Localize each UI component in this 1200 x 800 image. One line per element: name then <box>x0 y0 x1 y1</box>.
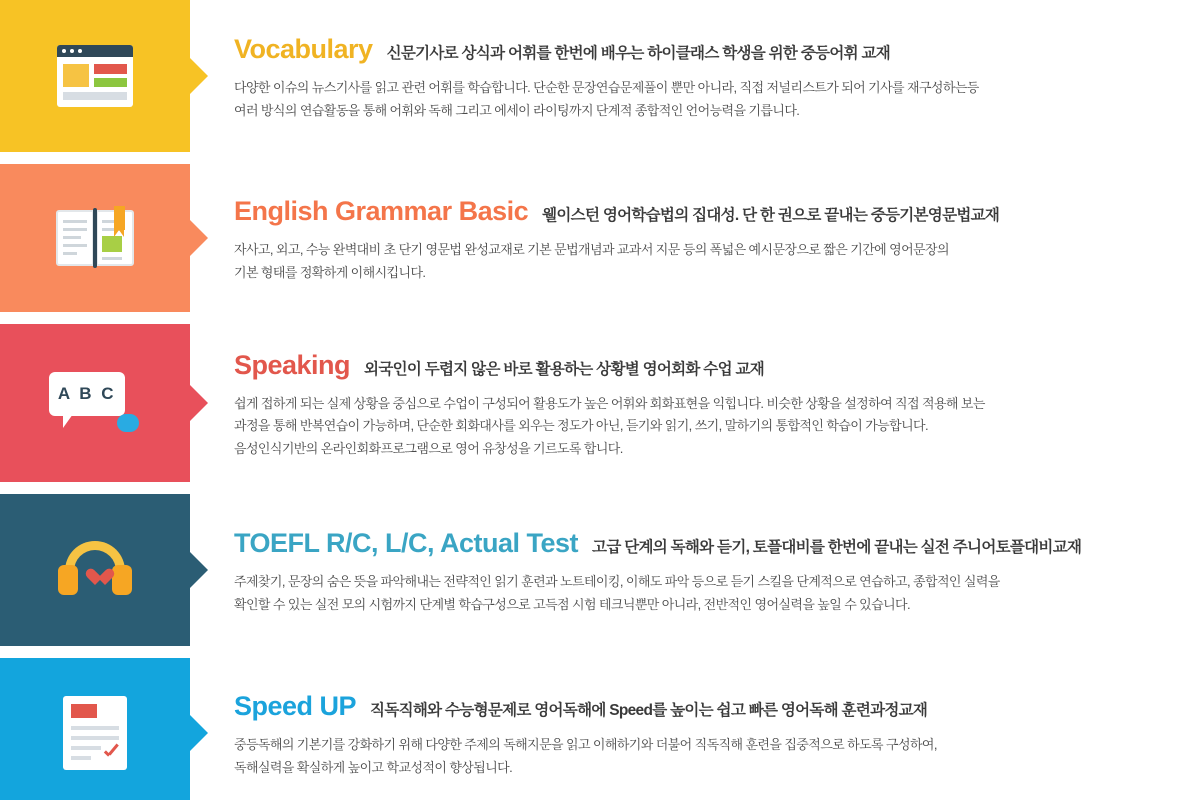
row-divider <box>0 646 1200 658</box>
course-subtitle: 신문기사로 상식과 어휘를 한번에 배우는 하이클래스 학생을 위한 중등어휘 교재 <box>386 45 891 63</box>
course-subtitle: 직독직해와 수능형문제로 영어독해에 Speed를 높이는 쉽고 빠른 영어독해 훈련과정교재 <box>370 702 928 720</box>
course-description <box>234 734 1176 779</box>
course-row[interactable] <box>0 164 1200 312</box>
course-icon-panel <box>0 494 190 646</box>
pointer-triangle <box>190 385 208 421</box>
course-content <box>190 164 1200 312</box>
course-description <box>234 77 1176 122</box>
course-subtitle: 웰이스턴 영어학습법의 집대성. 단 한 권으로 끝내는 중등기본영문법교재 <box>542 207 1000 225</box>
description-line: 과정을 통해 반복연습이 가능하며, 단순한 회화대사를 외우는 정도가 아닌, 듣기와 읽기, 쓰기, 말하기의 통합적인 학습이 가능합니다. <box>234 418 929 434</box>
abc-speech-bubble-icon <box>49 372 141 434</box>
course-heading <box>234 528 1176 559</box>
course-subtitle: 고급 단계의 독해와 듣기, 토플대비를 한번에 끝내는 실전 주니어토플대비교재 <box>592 539 1082 557</box>
course-row[interactable] <box>0 324 1200 482</box>
course-heading <box>234 691 1176 722</box>
course-title: Speed UP <box>234 691 357 722</box>
course-title: Vocabulary <box>234 34 373 65</box>
course-description <box>234 571 1176 616</box>
pointer-triangle <box>190 715 208 751</box>
course-content <box>190 324 1200 482</box>
description-line: 쉽게 접하게 되는 실제 상황을 중심으로 수업이 구성되어 활용도가 높은 어휘와 회화표현을 익힙니다. 비슷한 상황을 설정하여 직접 적용해 보는 <box>234 395 985 411</box>
headphone-heart-icon <box>56 539 134 601</box>
course-title: Speaking <box>234 349 351 380</box>
checklist-document-icon <box>63 696 127 770</box>
course-row[interactable] <box>0 0 1200 152</box>
course-icon-panel <box>0 324 190 482</box>
course-content <box>190 0 1200 152</box>
course-row[interactable] <box>0 658 1200 800</box>
description-line: 다양한 이슈의 뉴스기사를 읽고 관련 어휘를 학습합니다. 단순한 문장연습문제풀이 뿐만 아니라, 직접 저널리스트가 되어 기사를 재구성하는등 <box>234 80 979 96</box>
course-heading <box>234 350 1176 381</box>
course-title: English Grammar Basic <box>234 196 529 227</box>
abc-icon-label: A B C <box>57 384 117 403</box>
course-description <box>234 239 1176 284</box>
row-divider <box>0 482 1200 494</box>
open-book-icon <box>55 206 135 270</box>
course-subtitle: 외국인이 두렵지 않은 바로 활용하는 상황별 영어회화 수업 교재 <box>364 360 764 378</box>
course-heading <box>234 34 1176 65</box>
pointer-triangle <box>190 220 208 256</box>
description-line: 자사고, 외고, 수능 완벽대비 초 단기 영문법 완성교재로 기본 문법개념과 교과서 지문 등의 폭넓은 예시문장으로 짧은 기간에 영어문장의 <box>234 242 949 258</box>
course-icon-panel <box>0 0 190 152</box>
description-line: 음성인식기반의 온라인회화프로그램으로 영어 유창성을 기르도록 합니다. <box>234 440 623 456</box>
course-icon-panel <box>0 658 190 800</box>
course-title: TOEFL R/C, L/C, Actual Test <box>234 528 579 559</box>
row-divider <box>0 152 1200 164</box>
course-content <box>190 494 1200 646</box>
course-icon-panel <box>0 164 190 312</box>
description-line: 기본 형태를 정확하게 이해시킵니다. <box>234 264 426 280</box>
description-line: 주제찾기, 문장의 숨은 뜻을 파악해내는 전략적인 읽기 훈련과 노트테이킹, 이해도 파악 등으로 듣기 스킬을 단계적으로 연습하고, 종합적인 실력을 <box>234 574 1000 590</box>
description-line: 확인할 수 있는 실전 모의 시험까지 단계별 학습구성으로 고득점 시험 테크닉뿐만 아니라, 전반적인 영어실력을 높일 수 있습니다. <box>234 596 911 612</box>
description-line: 중등독해의 기본기를 강화하기 위해 다양한 주제의 독해지문을 읽고 이해하기와 더불어 직독직해 훈련을 집중적으로 하도록 구성하여, <box>234 737 937 753</box>
course-description <box>234 393 1176 460</box>
description-line: 독해실력을 확실하게 높이고 학교성적이 향상됩니다. <box>234 759 513 775</box>
description-line: 여러 방식의 연습활동을 통해 어휘와 독해 그리고 에세이 라이팅까지 단계적 종합적인 언어능력을 기릅니다. <box>234 102 800 118</box>
news-window-icon <box>57 45 133 107</box>
pointer-triangle <box>190 58 208 94</box>
course-heading <box>234 196 1176 227</box>
row-divider <box>0 312 1200 324</box>
course-content <box>190 658 1200 800</box>
course-row[interactable] <box>0 494 1200 646</box>
pointer-triangle <box>190 552 208 588</box>
